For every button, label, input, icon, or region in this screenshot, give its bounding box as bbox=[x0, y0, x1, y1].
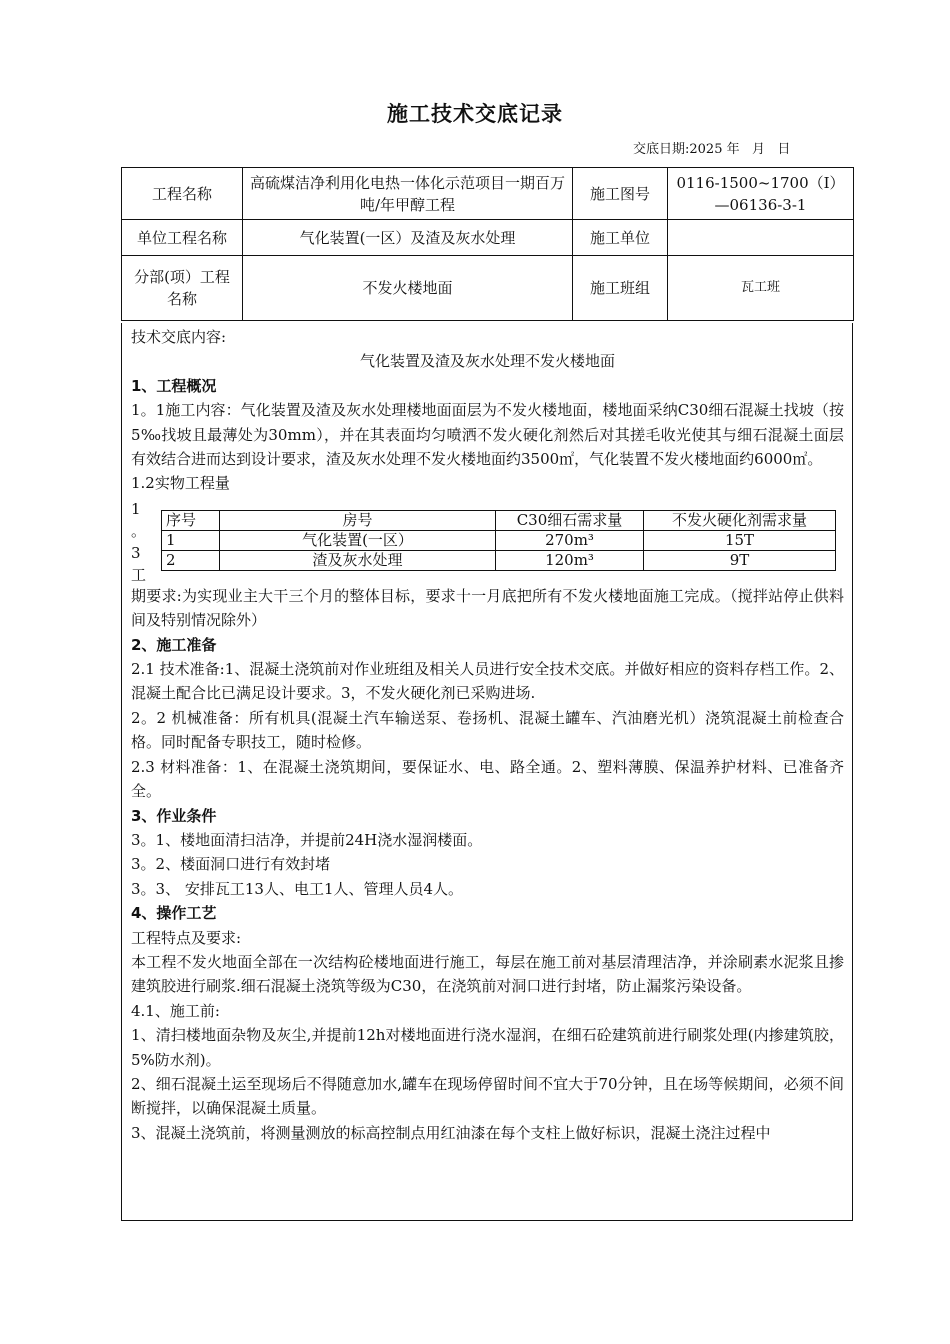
unit-label: 单位工程名称 bbox=[122, 220, 243, 256]
drawing-label: 施工图号 bbox=[573, 168, 668, 220]
section-4-para-2: 本工程不发火地面全部在一次结构砼楼地面进行施工，每层在施工前对基层清理洁净，并涂刷素水泥浆且掺建筑胶进行刷浆.细石混凝土浇筑等级为C30，在浇筑前对洞口进行封堵，防止漏浆污染设备。 bbox=[131, 952, 844, 996]
section-4-title: 4、操作工艺 bbox=[131, 904, 217, 923]
section-2-para-2: 2。2 机械准备：所有机具(混凝土汽车输送泵、卷扬机、混凝土罐车、汽油磨光机）浇筑混凝土前检查合格。同时配备专职技工，随时检修。 bbox=[131, 708, 844, 752]
col-header: 房号 bbox=[220, 510, 496, 530]
vertical-char: 1 bbox=[131, 499, 141, 518]
document-title: 施工技术交底记录 bbox=[387, 101, 563, 126]
table-row bbox=[162, 550, 836, 570]
section-1-para-2: 1.2实物工程量 bbox=[131, 474, 230, 493]
table-cell: 2 bbox=[162, 550, 220, 570]
section-1-para-3: 期要求:为实现业主大干三个月的整体目标，要求十一月底把所有不发火楼地面施工完成。（搅拌站停止供料间及特别情况除外） bbox=[131, 586, 844, 630]
section-3-para-2: 3。2、楼面洞口进行有效封堵 bbox=[131, 855, 331, 874]
section-4-para-3: 4.1、施工前: bbox=[131, 1001, 220, 1020]
table-cell: 气化装置(一区） bbox=[220, 530, 496, 550]
sub-value: 不发火楼地面 bbox=[243, 256, 573, 321]
vertical-label bbox=[131, 498, 151, 586]
section-1-title: 1、工程概况 bbox=[131, 376, 217, 395]
section-4-para-6: 3、混凝土浇筑前，将测量测放的标高控制点用红油漆在每个支柱上做好标识，混凝土浇注过程中 bbox=[131, 1123, 771, 1142]
sub-label: 分部(项）工程名称 bbox=[122, 256, 243, 321]
content-subtitle: 气化装置及渣及灰水处理不发火楼地面 bbox=[359, 352, 615, 371]
table-cell: 270m³ bbox=[496, 530, 644, 550]
team-label: 施工班组 bbox=[573, 256, 668, 321]
team-value: 瓦工班 bbox=[668, 256, 854, 321]
contractor-value bbox=[668, 220, 854, 256]
col-header: 序号 bbox=[162, 510, 220, 530]
project-label: 工程名称 bbox=[122, 168, 243, 220]
section-3-para-3: 3。3、 安排瓦工13人、电工1人、管理人员4人。 bbox=[131, 879, 464, 898]
content-intro: 技术交底内容: bbox=[131, 328, 227, 346]
table-cell: 120m³ bbox=[496, 550, 644, 570]
unit-value: 气化装置(一区）及渣及灰水处理 bbox=[243, 220, 573, 256]
col-header: C30细石需求量 bbox=[496, 510, 644, 530]
section-2-para-3: 2.3 材料准备：1、在混凝土浇筑期间，要保证水、电、路全通。2、塑料薄膜、保温养护材料、已准备齐全。 bbox=[131, 757, 844, 801]
table-header-row bbox=[162, 510, 836, 530]
section-3-para-1: 3。1、楼地面清扫洁净，并提前24H浇水湿润楼面。 bbox=[131, 830, 483, 849]
section-4-para-5: 2、细石混凝土运至现场后不得随意加水,罐车在现场停留时间不宜大于70分钟，且在场等候期间，必须不间断搅拌，以确保混凝土质量。 bbox=[131, 1074, 844, 1118]
handover-date: 交底日期:2025 年 月 日 bbox=[633, 142, 791, 157]
table-row bbox=[162, 530, 836, 550]
section-2-para-1: 2.1 技术准备:1、混凝土浇筑前对作业班组及相关人员进行安全技术交底。并做好相应的资料存档工作。2、混凝土配合比已满足设计要求。3，不发火硬化剂已采购进场. bbox=[131, 660, 844, 703]
col-header: 不发火硬化剂需求量 bbox=[644, 510, 836, 530]
content-box bbox=[121, 323, 853, 1221]
section-1-para-1: 1。1施工内容：气化装置及渣及灰水处理楼地面面层为不发火楼地面，楼地面采纳C30细石混凝土找坡（按5‰找坡且最薄处为30mm），并在其表面均匀喷洒不发火硬化剂然后对其搓毛收光使其与细石混凝土面层有效结合进而达到设计要求，渣及灰水处理不发火楼地面约3500㎡，气化装置不发火楼地面约6000㎡。 bbox=[131, 401, 844, 469]
drawing-value: 0116-1500~1700（I）—06136-3-1 bbox=[668, 168, 854, 220]
table-cell: 渣及灰水处理 bbox=[220, 550, 496, 570]
header-table bbox=[121, 167, 854, 321]
vertical-char: 。 bbox=[131, 521, 147, 540]
section-3-title: 3、作业条件 bbox=[131, 806, 217, 825]
table-cell: 15T bbox=[644, 530, 836, 550]
table-cell: 9T bbox=[644, 550, 836, 570]
vertical-char: 工 bbox=[131, 565, 147, 584]
project-value: 高硫煤洁净利用化电热一体化示范项目一期百万吨/年甲醇工程 bbox=[243, 168, 573, 220]
section-4-para-4: 1、清扫楼地面杂物及灰尘,并提前12h对楼地面进行浇水湿润，在细石砼建筑前进行刷浆处理(内掺建筑胶，5%防水剂)。 bbox=[131, 1026, 844, 1069]
quantity-table bbox=[161, 510, 836, 571]
section-4-para-1: 工程特点及要求: bbox=[131, 928, 242, 947]
table-cell: 1 bbox=[162, 530, 220, 550]
vertical-char: 3 bbox=[131, 543, 141, 562]
quantity-block bbox=[131, 498, 844, 584]
contractor-label: 施工单位 bbox=[573, 220, 668, 256]
section-2-title: 2、施工准备 bbox=[131, 635, 217, 654]
